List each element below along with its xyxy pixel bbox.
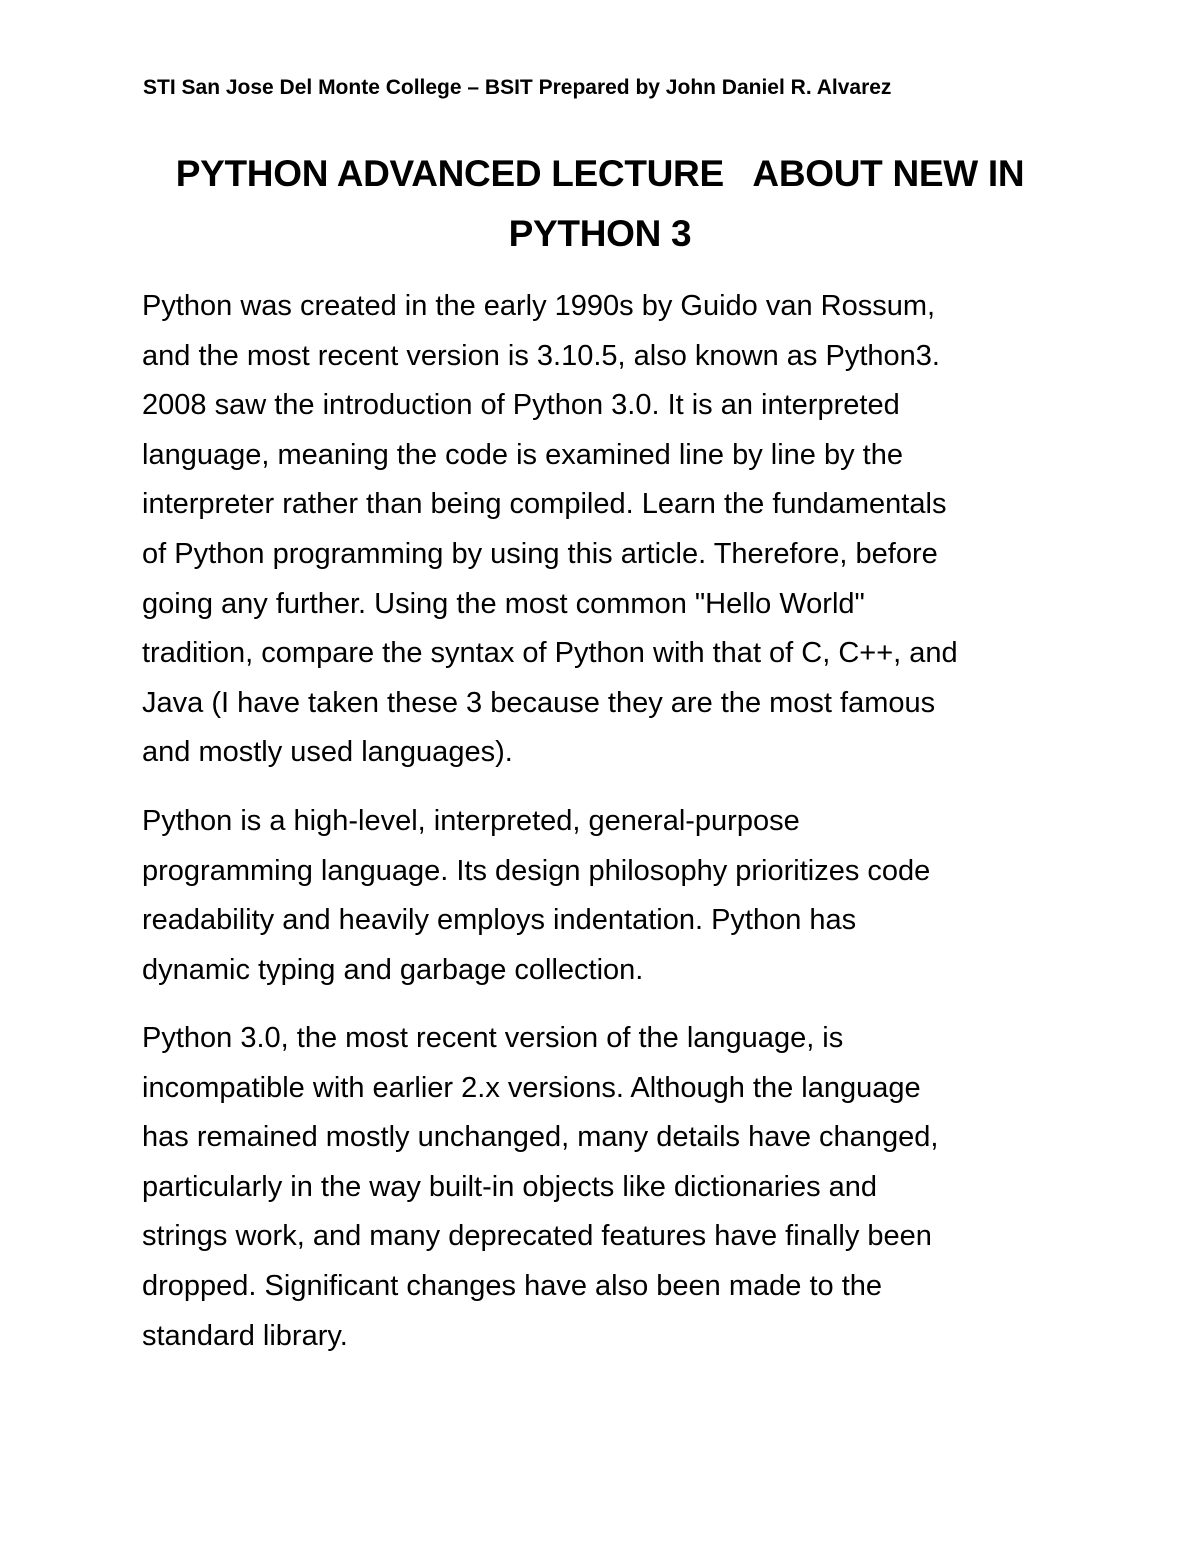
- document-title: [120, 144, 1080, 264]
- paragraph-line: 2008 saw the introduction of Python 3.0. It is an interpreted: [142, 389, 900, 422]
- paragraph-line: incompatible with earlier 2.x versions. Although the language: [142, 1071, 921, 1104]
- paragraph-line: and mostly used languages).: [142, 736, 513, 769]
- paragraph-line: language, meaning the code is examined line by line by the: [142, 438, 903, 471]
- paragraph-line: going any further. Using the most common "Hello World": [142, 587, 865, 620]
- paragraph-line: and the most recent version is 3.10.5, also known as Python3.: [142, 339, 940, 372]
- paragraph-line: Python 3.0, the most recent version of the language, is: [142, 1022, 844, 1054]
- paragraph-intro: [142, 282, 1082, 778]
- paragraph-line: Java (I have taken these 3 because they are the most famous: [142, 686, 936, 719]
- paragraph-line: standard library.: [142, 1319, 348, 1352]
- paragraph-line: readability and heavily employs indentation. Python has: [142, 904, 857, 937]
- paragraph-line: interpreter rather than being compiled. Learn the fundamentals: [142, 488, 947, 521]
- paragraph-line: Python was created in the early 1990s by Guido van Rossum,: [142, 290, 936, 322]
- paragraph-line: dynamic typing and garbage collection.: [142, 953, 644, 986]
- paragraph-line: Python is a high-level, interpreted, general-purpose: [142, 805, 800, 837]
- paragraph-line: tradition, compare the syntax of Python with that of C, C++, and: [142, 637, 958, 670]
- page-header: STI San Jose Del Monte College – BSIT Prepared by John Daniel R. Alvarez: [143, 76, 892, 99]
- paragraph-line: programming language. Its design philosophy prioritizes code: [142, 854, 931, 887]
- title-line: PYTHON 3: [508, 213, 692, 254]
- paragraph-line: particularly in the way built-in objects like dictionaries and: [142, 1170, 878, 1203]
- paragraph-definition: [142, 797, 1082, 995]
- title-line: PYTHON ADVANCED LECTURE ABOUT NEW IN: [175, 153, 1025, 194]
- paragraph-line: of Python programming by using this article. Therefore, before: [142, 537, 938, 570]
- paragraph-line: has remained mostly unchanged, many details have changed,: [142, 1121, 939, 1154]
- paragraph-line: strings work, and many deprecated features have finally been: [142, 1220, 932, 1253]
- paragraph-python3-changes: [142, 1014, 1082, 1361]
- paragraph-line: dropped. Significant changes have also been made to the: [142, 1269, 883, 1302]
